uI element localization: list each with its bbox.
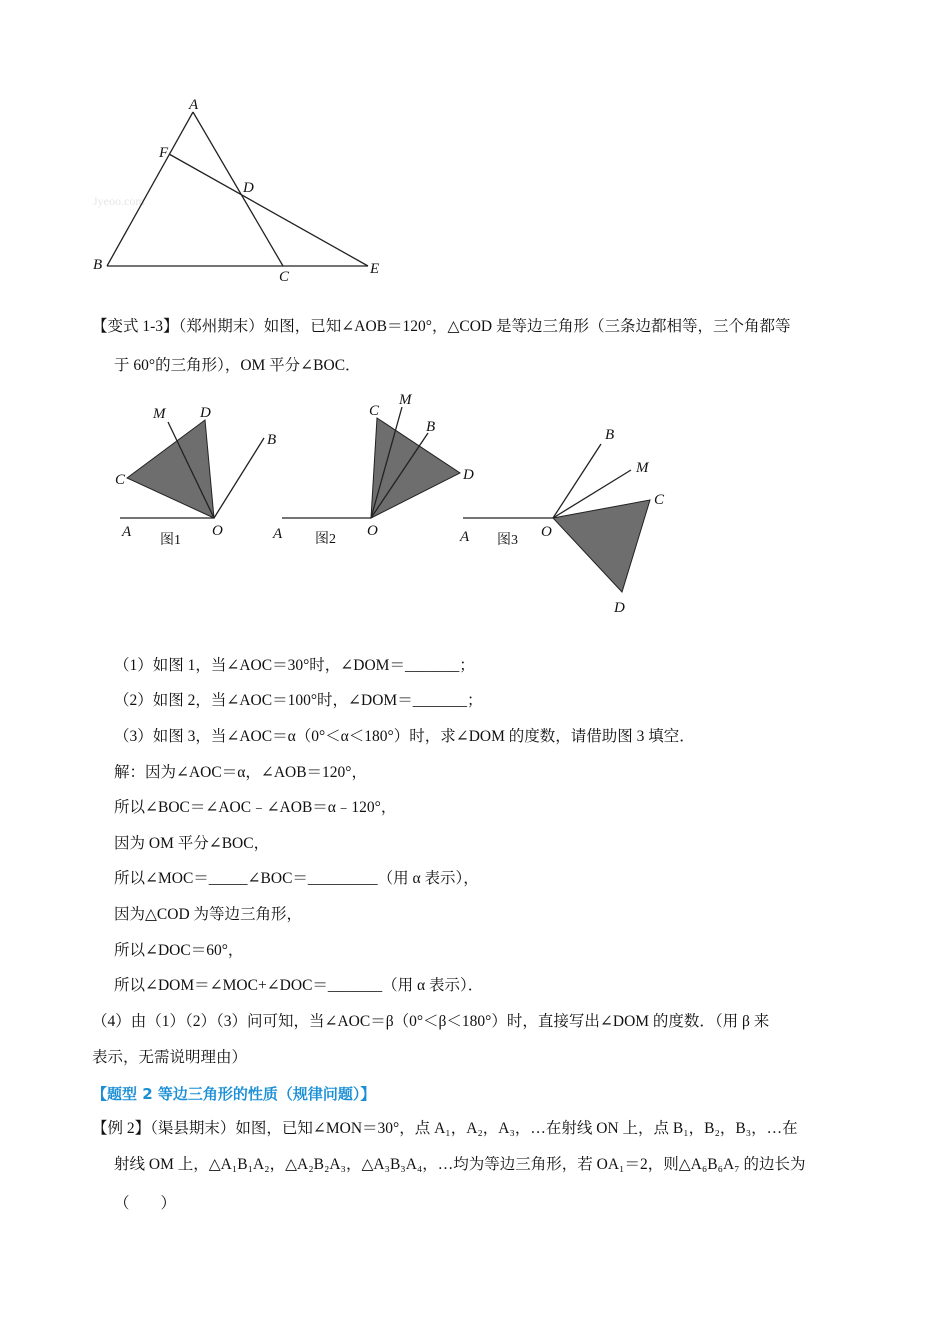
label-d: D: [614, 600, 625, 616]
question-1: （1）如图 1，当∠AOC＝30°时，∠DOM＝_______；: [114, 657, 475, 674]
solution-line-4: 所以∠MOC＝_____∠BOC＝_________（用 α 表示），: [114, 870, 479, 887]
example-line-1: 【例 2】（渠县期末）如图，已知∠MON＝30°，点 A₁，A₂，A₃，…在射线 ON 上，点 B₁，B₂，B₃，…在: [92, 1120, 798, 1137]
solution-line-7: 所以∠DOM＝∠MOC+∠DOC＝_______（用 α 表示）．: [114, 977, 484, 994]
solution-line-5: 因为△COD 为等边三角形，: [114, 906, 303, 923]
caption-fig2: 图2: [315, 532, 336, 547]
label-o: O: [541, 524, 552, 540]
question-2: （2）如图 2，当∠AOC＝100°时，∠DOM＝_______；: [114, 692, 483, 709]
ray-ob-3: [553, 444, 601, 518]
label-d: D: [243, 180, 254, 196]
triangle-figure: [85, 95, 395, 290]
label-b: B: [426, 419, 436, 435]
label-c: C: [279, 269, 290, 285]
variant-line-1: 【变式 1-3】（郑州期末）如图，已知∠AOB＝120°，△COD 是等边三角形（三条边都相等，三个角都等: [92, 318, 791, 335]
segment-ac: [193, 112, 283, 266]
question-4-line-1: （4）由（1）（2）（3）问可知，当∠AOC＝β（0°＜β＜180°）时，直接写出∠DOM 的度数．（用 β 来: [92, 1013, 770, 1030]
label-o: O: [367, 523, 378, 539]
label-c: C: [654, 492, 665, 508]
figure-3: [455, 420, 685, 620]
solution-line-2: 所以∠BOC＝∠AOC﹣∠AOB＝α﹣120°，: [114, 799, 397, 816]
solution-line-6: 所以∠DOC＝60°，: [114, 942, 244, 959]
section-heading: 【题型 2 等边三角形的性质（规律问题）】: [92, 1085, 376, 1103]
label-e: E: [370, 261, 380, 277]
segment-ab: [107, 112, 193, 266]
solution-line-3: 因为 OM 平分∠BOC，: [114, 835, 270, 852]
label-b: B: [267, 432, 277, 448]
label-d: D: [200, 405, 211, 421]
segment-fe: [169, 154, 368, 266]
label-a: A: [273, 526, 283, 542]
label-a: A: [122, 524, 132, 540]
question-3: （3）如图 3，当∠AOC＝α（0°＜α＜180°）时，求∠DOM 的度数，请借助图 3 填空．: [114, 728, 695, 745]
label-c: C: [369, 403, 380, 419]
caption-fig1: 图1: [160, 533, 181, 548]
label-b: B: [605, 427, 615, 443]
label-m: M: [636, 460, 649, 476]
triangle-cod-1: [127, 420, 214, 518]
solution-line-1: 解：因为∠AOC＝α，∠AOB＝120°，: [114, 764, 367, 781]
triangle-cod-3: [553, 500, 650, 592]
label-m: M: [153, 406, 166, 422]
label-m: M: [399, 392, 412, 408]
label-d: D: [463, 467, 474, 483]
label-b: B: [93, 257, 103, 273]
label-a: A: [460, 529, 470, 545]
figure-1: [110, 400, 290, 555]
label-f: F: [159, 145, 169, 161]
ray-ob-1: [214, 438, 264, 518]
example-line-2: 射线 OM 上，△A₁B₁A₂，△A₂B₂A₃，△A₃B₃A₄，…均为等边三角形，若 OA₁＝2，则△A₆B₆A₇ 的边长为: [114, 1156, 806, 1173]
label-c: C: [115, 472, 126, 488]
variant-line-2: 于 60°的三角形），OM 平分∠BOC．: [114, 357, 361, 374]
watermark: Jyeoo.com: [93, 194, 145, 208]
question-4-line-2: 表示，无需说明理由）: [92, 1049, 248, 1066]
caption-fig3: 图3: [497, 533, 518, 548]
example-line-3: （ ）: [114, 1195, 177, 1212]
label-o: O: [212, 523, 223, 539]
label-a: A: [189, 97, 199, 113]
